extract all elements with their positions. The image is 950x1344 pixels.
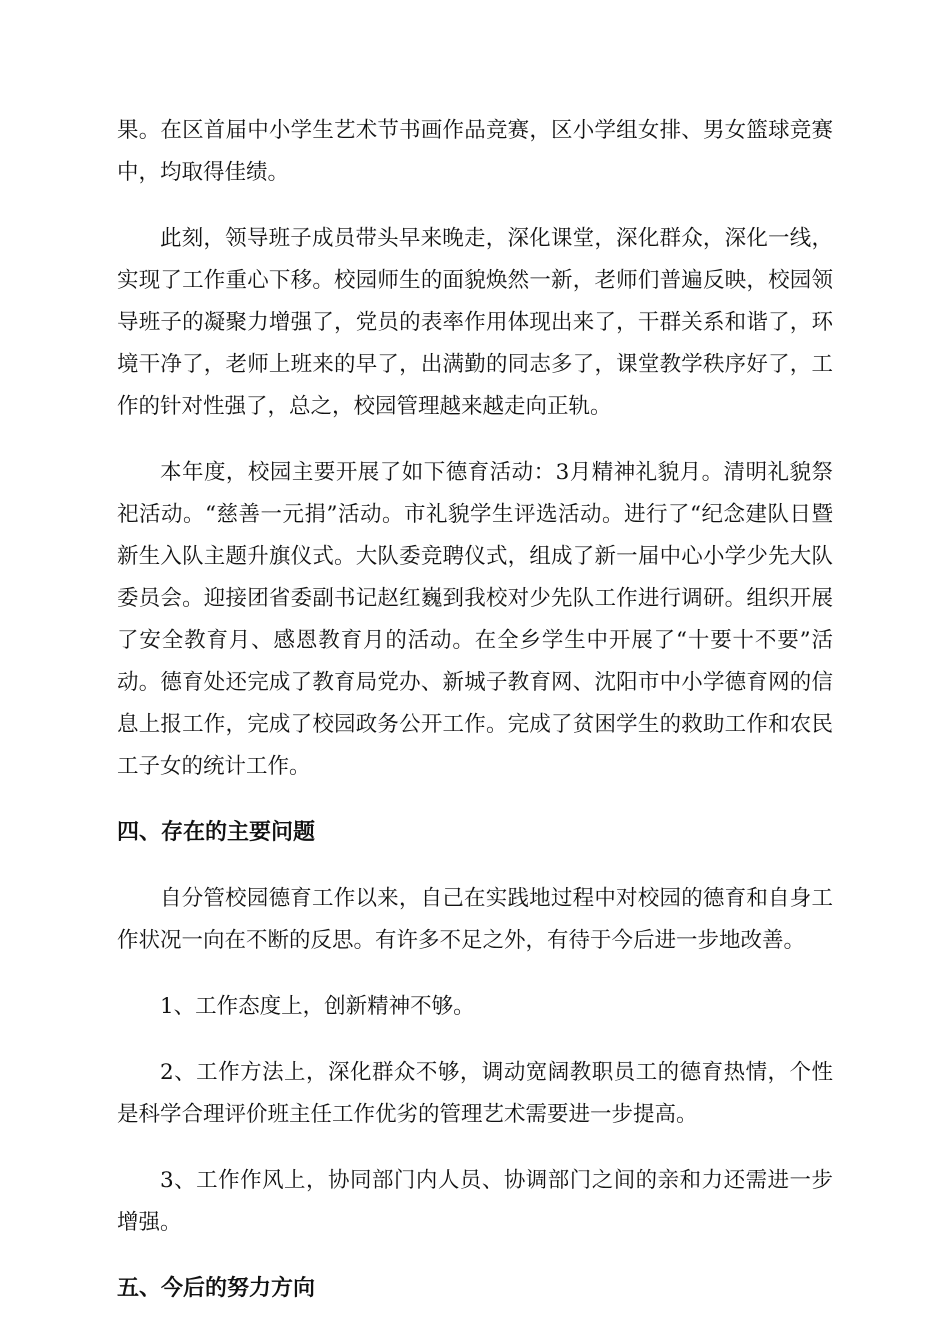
- paragraph-continued: 果。在区首届中小学生艺术节书画作品竞赛，区小学组女排、男女篮球竞赛中，均取得佳绩。: [117, 118, 833, 185]
- list-item-method: 2、工作方法上，深化群众不够，调动宽阔教职员工的德育热情，个性是科学合理评价班主任工作优劣的管理艺术需要进一步提高。: [117, 1060, 833, 1127]
- list-item-attitude: 1、工作态度上，创新精神不够。: [160, 994, 475, 1019]
- section-heading-problems: 四、存在的主要问题: [117, 820, 316, 845]
- document-page: [117, 110, 833, 1310]
- list-item-style: 3、工作作风上，协同部门内人员、协调部门之间的亲和力还需进一步增强。: [117, 1168, 833, 1235]
- paragraph-leadership: 此刻，领导班子成员带头早来晚走，深化课堂，深化群众，深化一线，实现了工作重心下移。校园师生的面貌焕然一新，老师们普遍反映，校园领导班子的凝聚力增强了，党员的表率作用体现出来了，干群关系和谐了，环境干净了，老师上班来的早了，出满勤的同志多了，课堂教学秩序好了，工作的针对性强了，总之，校园管理越来越走向正轨。: [117, 226, 833, 419]
- paragraph-reflection: 自分管校园德育工作以来，自己在实践地过程中对校园的德育和自身工作状况一向在不断的反思。有许多不足之外，有待于今后进一步地改善。: [117, 886, 833, 953]
- paragraph-activities: 本年度，校园主要开展了如下德育活动：3月精神礼貌月。清明礼貌祭祀活动。“慈善一元捐”活动。市礼貌学生评选活动。进行了“纪念建队日暨新生入队主题升旗仪式。大队委竞聘仪式，组成了新一届中心小学少先大队委员会。迎接团省委副书记赵红巍到我校对少先队工作进行调研。组织开展了安全教育月、感恩教育月的活动。在全乡学生中开展了“十要十不要”活动。德育处还完成了教育局党办、新城子教育网、沈阳市中小学德育网的信息上报工作，完成了校园政务公开工作。完成了贫困学生的救助工作和农民工子女的统计工作。: [117, 460, 833, 779]
- section-heading-direction: 五、今后的努力方向: [117, 1276, 316, 1301]
